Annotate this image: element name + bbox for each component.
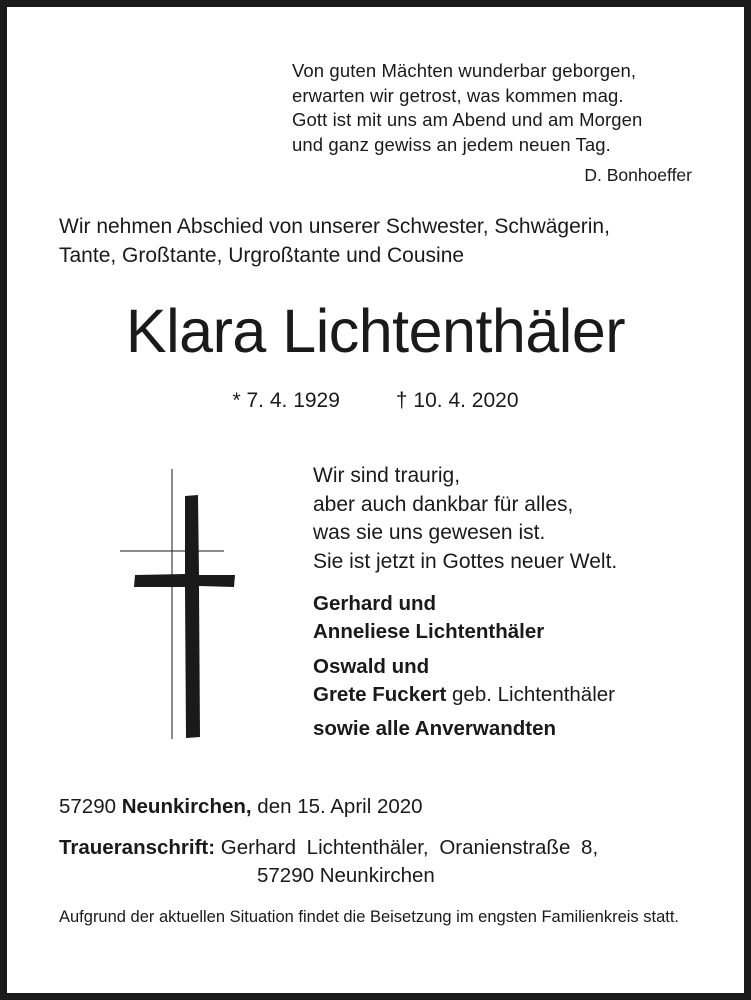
poem-line: Von guten Mächten wunderbar geborgen, <box>292 60 637 81</box>
maiden-name: geb. Lichtenthäler <box>452 683 615 706</box>
mourner-line: Gerhard und <box>313 592 437 615</box>
bonhoeffer-poem <box>292 59 712 157</box>
place-and-date <box>59 793 423 821</box>
poem-line: erwarten wir getrost, was kommen mag. <box>292 84 624 106</box>
life-dates <box>7 387 744 415</box>
death-date: † 10. 4. 2020 <box>395 389 519 412</box>
comfort-verse <box>313 462 617 576</box>
mourner-line: sowie alle Anverwandten <box>313 717 557 740</box>
mourner-line <box>313 681 615 709</box>
funeral-note: Aufgrund der aktuellen Situation findet die Beisetzung im engsten Familienkreis statt. <box>59 908 680 926</box>
verse-line: Sie ist jetzt in Gottes neuer Welt. <box>313 549 618 573</box>
mourner-group-1 <box>313 590 544 646</box>
verse-line: Wir sind traurig, <box>313 464 461 487</box>
intro-line: Tante, Großtante, Urgroßtante und Cousine <box>59 243 465 267</box>
poem-line: Gott ist mit uns am Abend und am Morgen <box>292 109 643 130</box>
intro-line: Wir nehmen Abschied von unserer Schwester, Schwägerin, <box>59 215 610 238</box>
address-line-1: Gerhard Lichtenthäler, Oranienstraße 8, <box>220 836 599 859</box>
postal-code: 57290 <box>59 795 117 818</box>
mourning-address <box>59 834 598 890</box>
verse-line: aber auch dankbar für alles, <box>313 492 574 516</box>
notice-date: den 15. April 2020 <box>257 795 423 818</box>
verse-line: was sie uns gewesen ist. <box>313 521 546 544</box>
mourner-group-2 <box>313 653 615 709</box>
mourner-line: Oswald und <box>313 655 430 678</box>
deceased-name: Klara Lichtenthäler <box>125 297 626 365</box>
mourner-line: Anneliese Lichtenthäler <box>313 620 545 643</box>
poem-author: D. Bonhoeffer <box>584 165 692 185</box>
town: Neunkirchen, <box>121 795 252 818</box>
birth-date: * 7. 4. 1929 <box>232 389 340 412</box>
mourner-name: Grete Fuckert <box>313 683 447 706</box>
mourner-group-3 <box>313 715 556 743</box>
intro-text <box>59 213 719 270</box>
address-label: Traueranschrift: <box>59 836 216 859</box>
cross-icon <box>112 465 240 743</box>
poem-line: und ganz gewiss an jedem neuen Tag. <box>292 133 611 155</box>
address-line-2: 57290 Neunkirchen <box>257 864 435 887</box>
